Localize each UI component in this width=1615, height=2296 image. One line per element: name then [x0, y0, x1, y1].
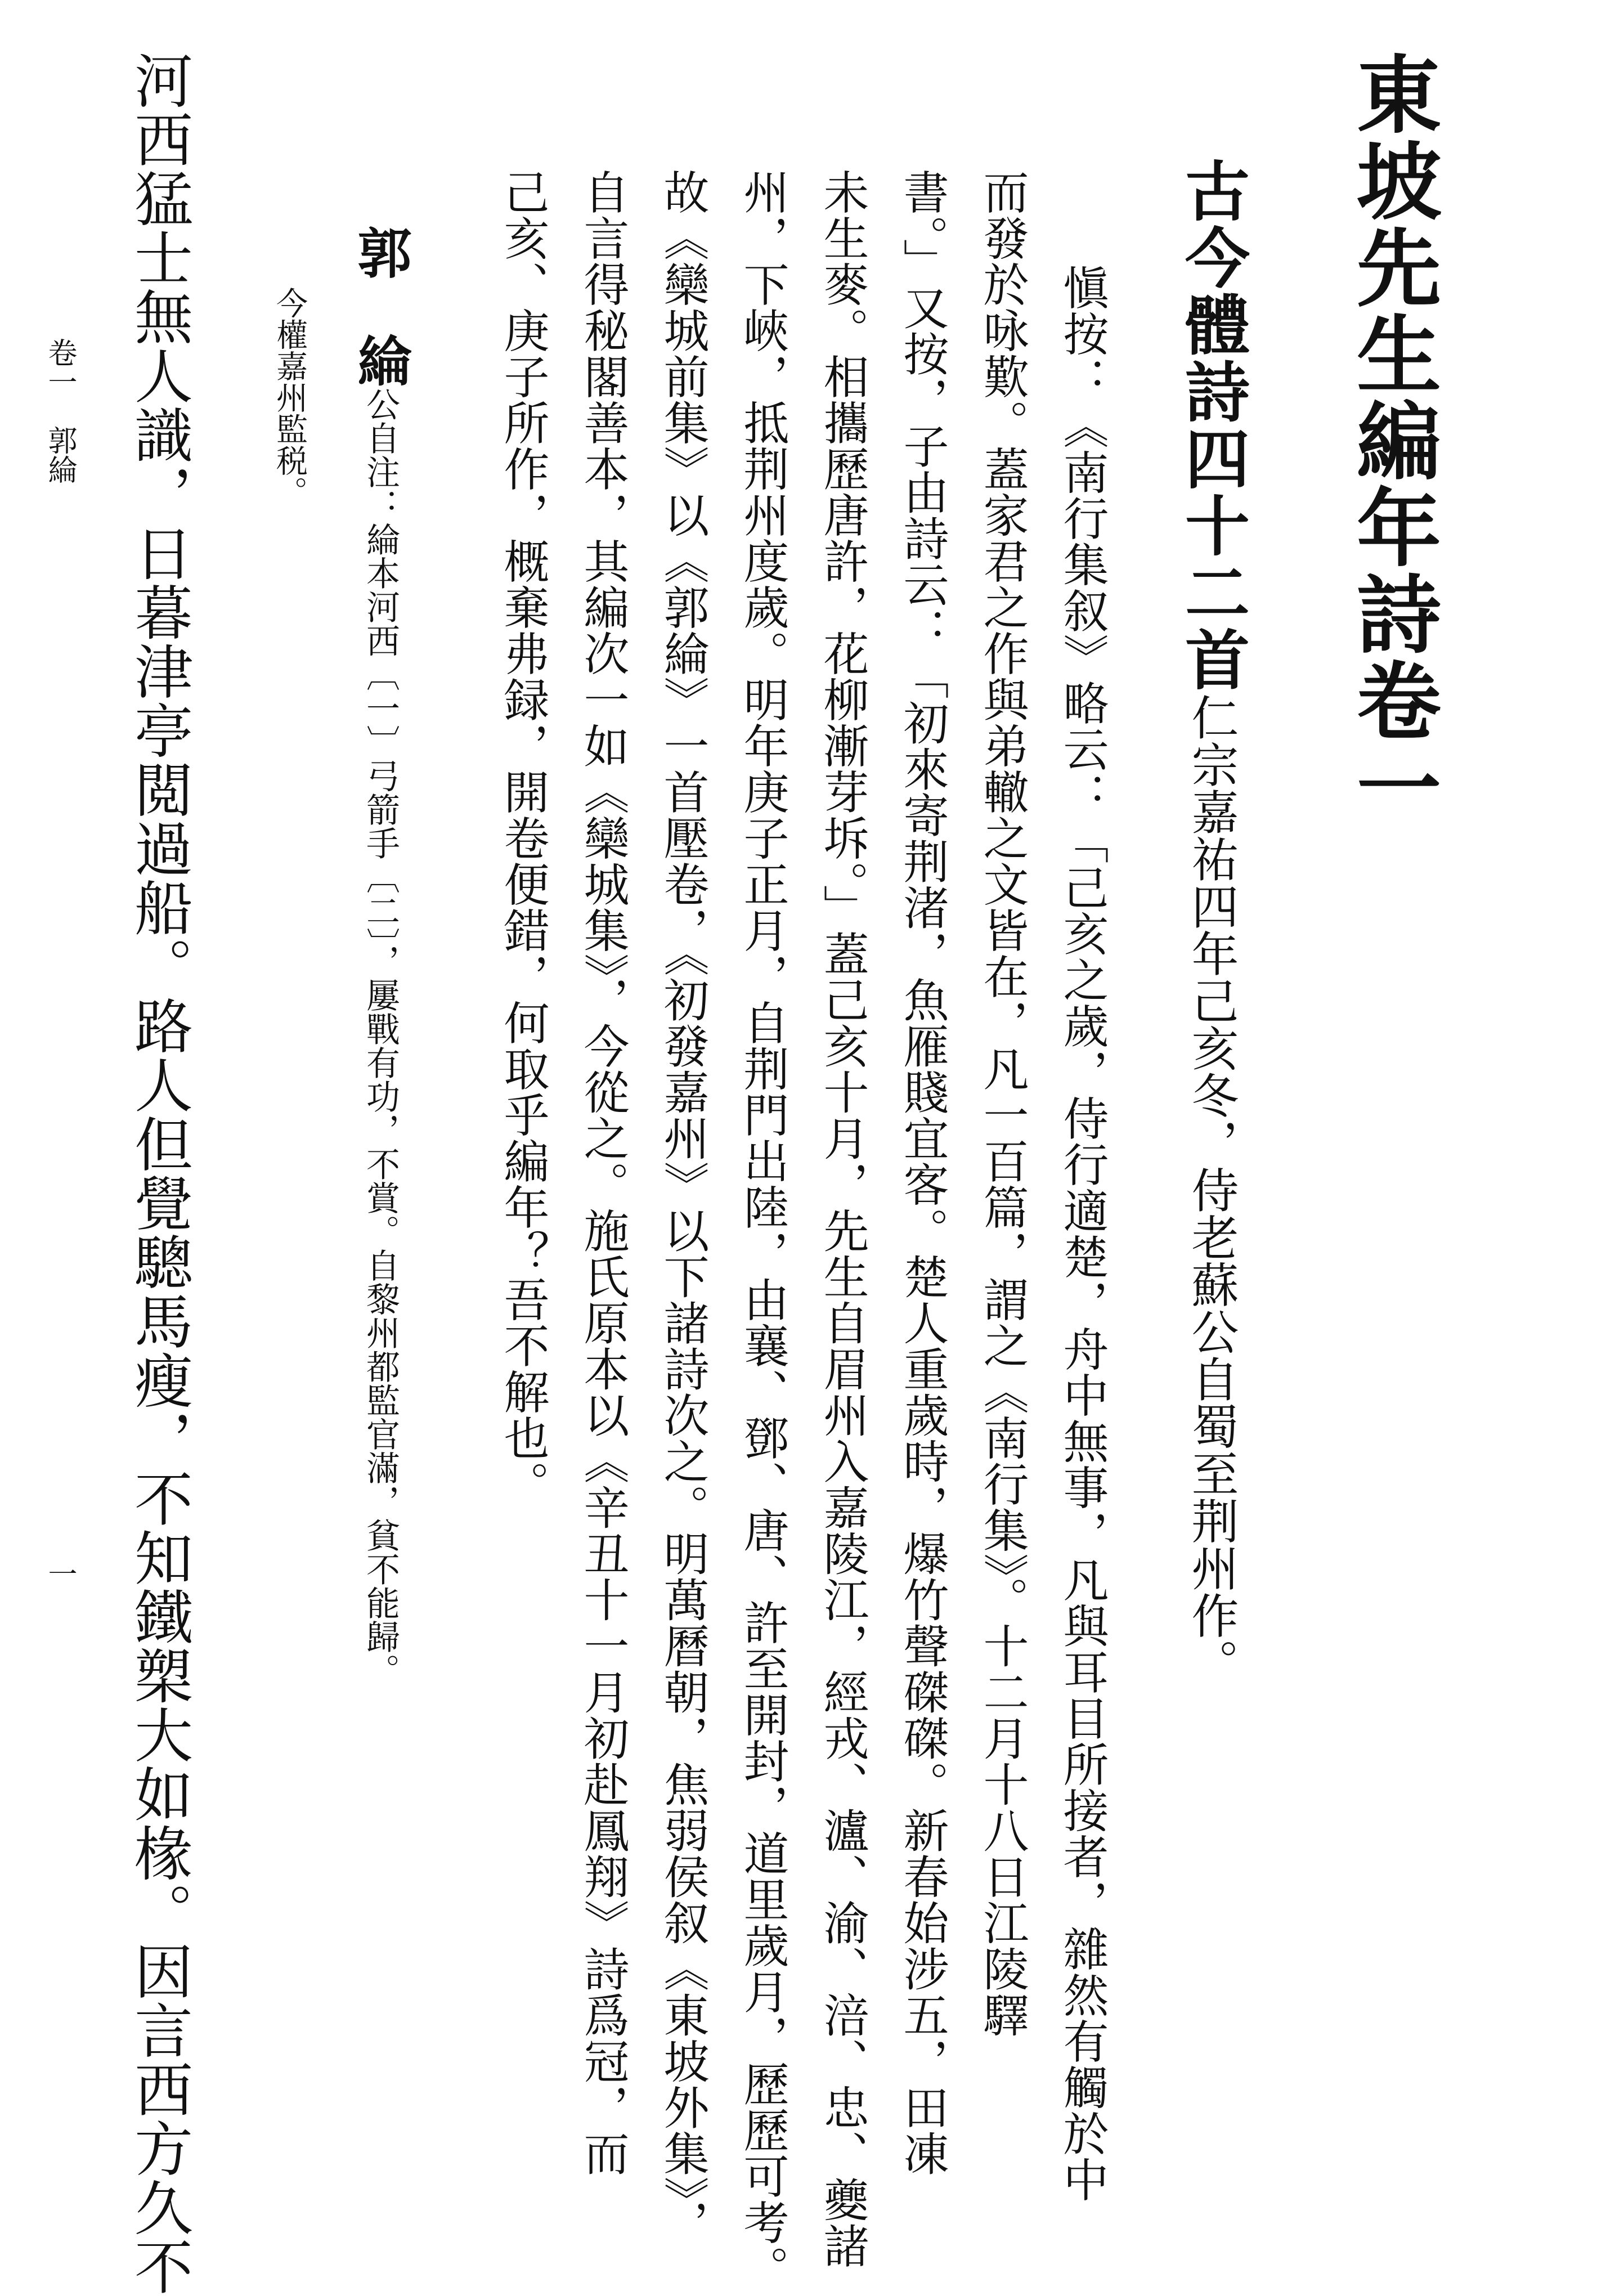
commentary-line: 而發於咏歎。蓋家君之作與弟轍之文皆在，凡一百篇，謂之《南行集》。十二月十八日江陵驛: [976, 169, 1029, 2038]
commentary-line: 未生麥。相攜歷唐許，花柳漸芽坼。」蓋己亥十月，先生自眉州入嘉陵江，經戎、瀘、渝、涪、忠、夔諸: [816, 169, 869, 2269]
commentary-line: 故《欒城前集》以《郭綸》一首壓卷，《初發嘉州》以下諸詩次之。明萬曆朝，焦弱侯叙《東坡外集》，: [656, 169, 709, 2246]
book-title: 東坡先生編年詩卷一: [1342, 51, 1441, 831]
commentary-line: 書。」又按，子由詩云：「初來寄荆渚，魚雁賤宜客。楚人重歲時，爆竹聲磔磔。新春始涉五，田凍: [896, 169, 949, 2177]
poem-heading: [349, 225, 412, 1687]
poem-title: 郭 綸: [349, 225, 412, 387]
page-number: 一: [43, 1559, 77, 1588]
running-head: 卷一 郭綸: [43, 338, 77, 484]
commentary-line: 愼按：《南行集叙》略云：「己亥之歲，侍行適楚，舟中無事，凡與耳目所接者，雜然有觸於中: [1056, 264, 1109, 2203]
poem-text: 河西猛士無人識，日暮津亭閲過船。路人但覺驄馬瘦，不知鐵槊大如椽。因言西方久不: [124, 51, 193, 2296]
commentary-line: 州，下峽，抵荆州度歲。明年庚子正月，自荆門出陸，由襄、鄧、唐、許至開封，道里歲月，歷歷可考。: [736, 169, 789, 2291]
section-heading: [1174, 158, 1250, 1686]
section-title: 古今體詩四十二首: [1174, 158, 1250, 693]
section-subtitle: 仁宗嘉祐四年己亥冬，侍老蘇公自蜀至荆州作。: [1184, 693, 1239, 1686]
poem-sub-note: 今權嘉州監税。: [271, 287, 308, 508]
commentary-line: 自言得秘閣善本，其編次一如《欒城集》，今從之。施氏原本以《辛丑十一月初赴鳳翔》詩爲冠，而: [576, 169, 629, 2177]
poem-author-note: 公自注：綸本河西〔一〕弓箭手〔二〕，屢戰有功，不賞。自黎州都監官滿，貧不能歸。: [361, 387, 400, 1687]
commentary-line: 己亥、庚子所作，概棄弗録，開卷便錯，何取乎編年？吾不解也。: [496, 169, 549, 1507]
